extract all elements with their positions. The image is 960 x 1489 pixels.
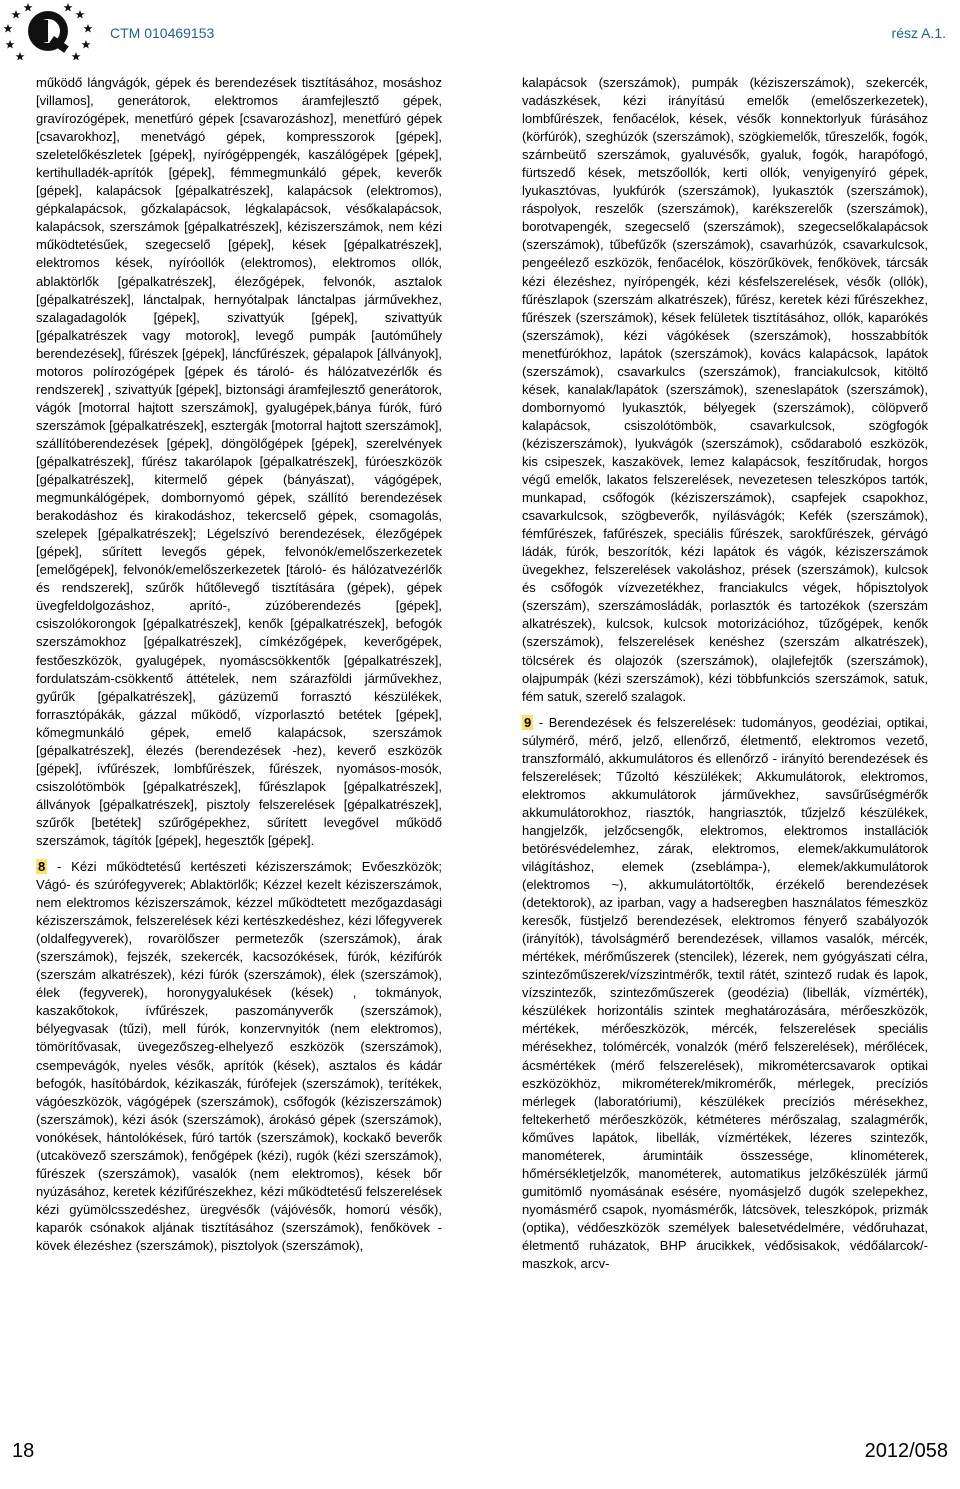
class-9-text: - Berendezések és felszerelések: tudományos, geodéziai, optikai, súlymérő, mérő, jelző, ellenőrző, életmentő, elektromos vezető, transzformáló, akkumulátoros és ellenőrző - irányító berendezések és felszerelések; Tűzoltó készülékek; Akkumulátorok, elektromos, elektromos akkumulátorok járművekhez, savsűrűségmérők akkumulátorokhoz, riasztók, hangriasztók, tűzjelző készülékek, hangjelzők, jelzőcsengők, elektromos, elektromos installációk betörésvédelemhez, zárak, elektromos, elemek/akkumulátorok világításhoz, elemek (zseblámpa-), elemek/akkumulátorok (elektromos ~), akkumulátortöltők, érzékelő berendezések (detektorok), az iparban, vagy a hadseregben használatos fémeszköz keresők, füstjelző berendezések, elektromos fényerő szabályozók (irányítók), távolságmérő berendezések, villamos vasalók, mércék, mértékek, mérőműszerek (stencilek), lézerek, nem gyógyászati célra, szintezőműszerek/vízszintmérők, textil rátét, szintező rudak és lapok, vízszintezők, szintezőműszerek (geodézia) (libellák, vízmérték), készülékek horizontális szintek meghatározására, mérőeszközök, mértékek, mérőeszközök, mércék, felszerelések speciális mérésekhez, tolómércék, vonalzók (mérő felszerelések), mérőlécek, ácsmértékek (mérő felszerelések), mikrométercsavarok optikai eszközökhöz, mikrométerek/mikromérők, mérlegek, precíziós mérlegek (laboratóriumi), készülékek precíziós mérésekhez, feltekerhető mérőeszközök, kétméteres mérőszalag, szalagmérők, kőműves lapátok, libellák, vízmértékek, lézeres szintezők, manométerek, árumintáik összessége, klinométerek, hőmérsékletjelzők, manométerek, automatikus jelzőkészülék jármű gumitömlő nyomásának esésére, nyomásjelző dugók szelepekhez, nyomásmérő csapok, nyomásmérők, látcsövek, teleszkópok, prizmák (optika), védőeszközök személyek balesetvédelmére, védőruhazat, életmentő ruházatok, BHP árucikkek, védősisakok, védőálarcok/-maszkok, arcv-	[522, 714, 928, 1272]
class-8-paragraph	[36, 858, 442, 1255]
page-number: 18	[12, 1440, 35, 1462]
left-paragraph: működő lángvágók, gépek és berendezések tisztításához, mosáshoz [villamos], generátorok, elektromos áramfejlesztő gépek, gravírozógépek, menetfúró gépek [csavarozáshoz], menetfúró gépek [csavarokhoz], menetvágó gépek, kompresszorok [gépek], szeletelőkészletek [gépek], nyírógéppengék, kaszálógépek [gépek], kertihulladék-aprítók [gépek], fémmegmunkáló gépek, keverők [gépek], kalapácsok [gépalkatrészek], kalapácsok (elektromos), gépkalapácsok, gőzkalapácsok, légkalapácsok, vésőkalapácsok, kalapácsok, szerszámok [gépalkatrészek], kéziszerszámok, nem kézi működtetésűek, szegecselő [gépek], kések [gépalkatrészek], elektromos kések, nyíróollók (elektromos), elektromos ollók, ablaktörlők [gépalkatrészek], élezőgépek, felvonók, asztalok [gépalkatrészek], lánctalpak, hernyótalpak lánctalpas járművekhez, szalagadagolók [gépek], szivattyúk [gépek], szivattyúk [gépalkatrészek vagy motorok], levegő pumpák [autóműhely berendezések], fűrészek [gépek], láncfűrészek, gépalapok [állványok], motoros polírozógépek [gépek és tároló- és hálózatvezérlők és rendszerek] , szivattyúk [gépek], biztonsági áramfejlesztő generátorok, vágók [motorral hajtott szerszámok], gyalugépek,bánya fúrók, fúró szerszámok [gépalkatrészek], esztergák [motorral hajtott szerszámok], szállítóberendezések [gépek], döngölőgépek [gépek], szerelvények [gépalkatrészek], fűrész takarólapok [gépalkatrészek], fúróeszközök [gépalkatrészek], kitermelő gépek (bányászat), vágógépek, megmunkálógépek, dombornyomó gépek, szállító berendezések berakodáshoz és kirakodáshoz, tekercselő gépek, csomagolás, szelepek [gépalkatrészek]; Légelszívó berendezések, élezőgépek [gépek], sűrített levegős gépek, felvonók/emelőszerkezetek [emelőgépek], felvonók/emelőszerkezetek [tároló- és hálózatvezérlők és rendszerek], szűrők hűtőlevegő tisztítására (gépek), gépek üvegfeldolgozáshoz, aprító-, zúzóberendezés [gépek], csiszolókorongok [gépalkatrészek], kenők [gépalkatrészek], befogók szerszámokhoz [gépalkatrészek], címkézőgépek, keverőgépek, festőeszközök, gyalugépek, nyomáscsökkentők [gépalkatrészek], fordulatszám-csökkentő áttételek, nem szárazföldi járművekhez, gyűrűk [gépalkatrészek], gázüzemű forrasztó készülékek, forrasztópákák, gázzal működő, vízporlasztó betétek [gépek], kőmegmunkáló gépek, emelő kalapácsok, szerszámok [gépalkatrészek], élezés (berendezések -hez), keverő eszközök [gépek], ívfűrészek, lombfűrészek, fűrészek, nyomásos-mosók, csiszolótömbök [gépalkatrészek], fűrészlapok [gépalkatrészek], állványok [gépalkatrészek], pisztoly felszerelések [gépalkatrészek], szűrők [betétek] szűrőgépekhez, sűrített levegővel működő szerszámok, tágítók [gépek], hegesztők [gépek].	[36, 75, 442, 848]
class-8-number: 8	[38, 859, 46, 875]
class-9-paragraph	[522, 714, 928, 1273]
right-column	[522, 74, 928, 1273]
ohim-logo	[2, 0, 94, 66]
class-8-text: - Kézi működtetésű kertészeti kéziszerszámok; Evőeszközök; Vágó- és szúrófegyverek; Ablaktörlők; Kézzel kezelt kéziszerszámok, nem elektromos kéziszerszámok, kézzel működtetett mezőgazdasági kéziszerszámok, felszerelések kézi kertészkedéshez, kézi lőfegyverek (oldalfegyverek), rovarölőszer permetezők (szerszámok), árak (szerszámok), fejszék, szekercék, kacsozókések, fúrók, kézifúrók (szerszám alkatrészek), kézi fúrók (szerszámok), élek (szerszámok), élek (fegyverek), horonygyalukések (kések) , tokmányok, kaszakőtokok, ívfűrészek, paszományverők (szerszámok), bélyegvasak (tűzi), mell fúrók, konzervnyitók (nem elektromos), tömörítővasak, üvegezőszeg-elhelyező eszközök (szerszámok), csempevágók, nyeles vésők, aprítók (kések), asztalos és kádár befogók, hasítóbárdok, kézikaszák, fúrófejek (szerszámok), terítékek, vágóeszközök, vágógépek (szerszámok), csőfogók (kéziszerszámok) (szerszámok), kézi ásók (szerszámok), árokásó gépek (szerszámok), vonókések, hántolókések, fúró tartók (szerszámok), kockakő beverők (utcakövező szerszámok), fenőgépek (kézi), rugók (kézi szerszámok), fűrészek (szerszámok), vasalók (nem elektromos), kések bőr nyúzásához, keretek kézifűrészekhez, kézi működtetésű felszerelések kézi gyümölcsszedéshez, üregvésők (vájóvésők, homorú vésők), kaparók csónakok aljának tisztításához (szerszámok), fenőkövek - kövek élezéshez (szerszámok), pisztolyok (szerszámok),	[36, 859, 442, 1253]
class-9-number: 9	[524, 714, 532, 730]
document-part: rész A.1.	[891, 25, 946, 41]
left-column	[36, 74, 442, 1255]
right-paragraph: kalapácsok (szerszámok), pumpák (kéziszerszámok), szekercék, vadászkések, kézi irányítású emelők (emelőszerkezetek), lombfűrészek, fenőacélok, kések, vésők konnektorlyuk fúrásához (körfúrók), szeghúzók (szerszámok), szögkiemelők, tűreszelők, fogók, szárnbeütő szerszámok, gyaluvésők, gyaluk, fogók, harapófogó, fürtszedő kések, metszőollók, kerti ollók, venyigenyíró gépek, lyukasztóvas, lyukfúrók (szerszámok), lyukasztók (szerszámok), ráspolyok, reszelők (szerszámok), karékszerelők (szerszámok), borotvapengék, szegecselő (szerszámok), szegecselőkalapácsok (szerszámok), tűbefűzők (szerszámok), csavarhúzók, csavarkulcsok, pengeélező eszközök, fenőacélok, köszörűkövek, fenőkövek, tárcsák kézi élezéshez, nyírópengék, kézi késfelszerelések, vésők (ollók), fűrészlapok (szerszám alkatrészek), fűrész, keretek kézi fűrészekhez, fűrészek (szerszámok), kések felületek tisztításához, ollók, kaparókés (szerszámok), kézi vágókések (szerszámok), hosszabbítók menetfúrókhoz, lapátok (szerszámok), kovács kalapácsok, lapátok (szerszámok), csavarkulcs (szerszámok), franciakulcsok, kitöltő kések, kanalak/lapátok (szerszámok), szeneslapátok (szerszámok), dombornyomó lyukasztók, bélyegek (szerszámok), cölöpverő kalapácsok, csiszolótömbök, csavarkulcsok, szögfogók (kéziszerszámok), lyukvágók (szerszámok), csődaraboló eszközök, kis csipeszek, kaszakövek, lemez kalapácsok, feszítőrudak, horgos végű emelők, lakatos felszerelések, nevezetesen teleszkópos tartók, munkapad, csőfogók (kéziszerszámok), csapfejek csapokhoz, csavarkulcsok, szögbeverők, nyílásvágók; Kefék (szerszámok), fémfűrészek, fafűrészek, speciális fűrészek, sarokfűrészek, gérvágó ládák, fúrók, beszorítók, kézi lapátok és vágók, kéziszerszámok üvegekhez, felszerelések vakoláshoz, prések (szerszámok), kulcsok és csőfogók vízvezetékhez, franciakulcs végek, hőpisztolyok (szerszám), szerszámosládák, porlasztók és tartozékok (szerszám alkatrészek), kulcsok, kulcsok motorizációhoz, tűzőgépek, kenők (szerszámok), felszerelések kenéshez (szerszám alkatrészek), tölcsérek és olajozók (szerszámok), olajlefejtők (szerszámok), olajpumpák (kézi szerszámok), kézi többfunkciós szerszámok, satuk, fém satuk, szerelő szalagok.	[522, 75, 928, 704]
document-code: CTM 010469153	[110, 25, 215, 41]
issue-number: 2012/058	[864, 1440, 948, 1462]
